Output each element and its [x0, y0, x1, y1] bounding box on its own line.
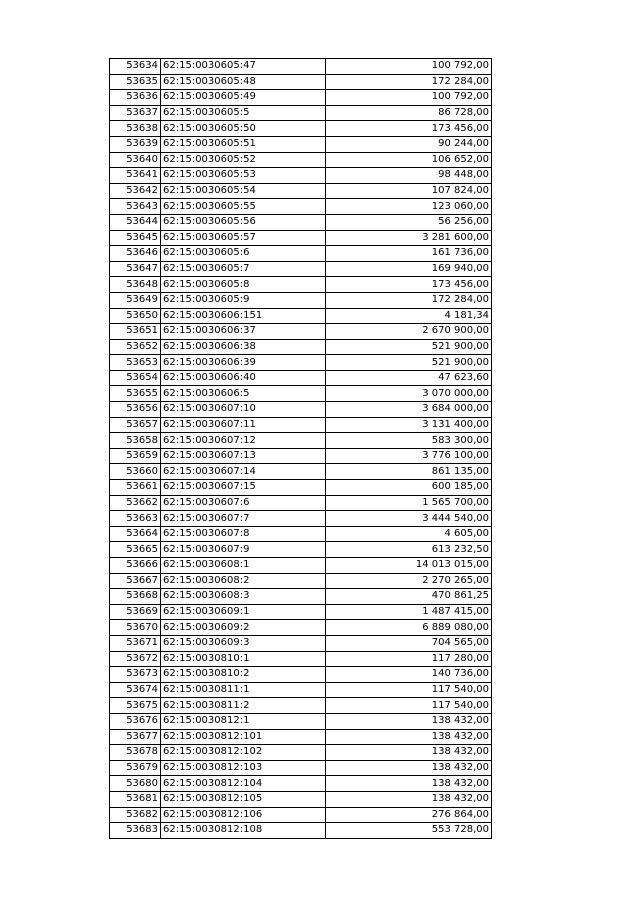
cadastral-value-cell: 14 013 015,00	[326, 558, 492, 574]
row-number-cell: 53643	[110, 199, 161, 215]
cadastral-number-cell: 62:15:0030607:8	[161, 526, 326, 542]
cadastral-value-cell: 3 684 000,00	[326, 402, 492, 418]
cadastral-value-cell: 172 284,00	[326, 292, 492, 308]
cadastral-number-cell: 62:15:0030605:7	[161, 261, 326, 277]
cadastral-number-cell: 62:15:0030605:54	[161, 183, 326, 199]
table-row	[110, 448, 492, 464]
table-row	[110, 386, 492, 402]
table-row	[110, 121, 492, 137]
table-row	[110, 324, 492, 340]
table-row	[110, 667, 492, 683]
row-number-cell: 53660	[110, 464, 161, 480]
cadastral-value-cell: 173 456,00	[326, 121, 492, 137]
cadastral-number-cell: 62:15:0030810:1	[161, 651, 326, 667]
table-row	[110, 760, 492, 776]
table-row	[110, 59, 492, 75]
table-row	[110, 589, 492, 605]
table-row	[110, 277, 492, 293]
row-number-cell: 53665	[110, 542, 161, 558]
cadastral-number-cell: 62:15:0030607:12	[161, 433, 326, 449]
cadastral-value-cell: 138 432,00	[326, 729, 492, 745]
table-row	[110, 417, 492, 433]
cadastral-value-cell: 173 456,00	[326, 277, 492, 293]
row-number-cell: 53663	[110, 511, 161, 527]
cadastral-number-cell: 62:15:0030605:50	[161, 121, 326, 137]
table-row	[110, 402, 492, 418]
cadastral-value-cell: 123 060,00	[326, 199, 492, 215]
table-row	[110, 370, 492, 386]
cadastral-number-cell: 62:15:0030812:103	[161, 760, 326, 776]
cadastral-number-cell: 62:15:0030605:55	[161, 199, 326, 215]
table-row	[110, 90, 492, 106]
cadastral-value-cell: 521 900,00	[326, 355, 492, 371]
table-row	[110, 308, 492, 324]
cadastral-number-cell: 62:15:0030607:11	[161, 417, 326, 433]
table-row	[110, 136, 492, 152]
row-number-cell: 53644	[110, 214, 161, 230]
cadastral-number-cell: 62:15:0030606:39	[161, 355, 326, 371]
row-number-cell: 53664	[110, 526, 161, 542]
cadastral-value-cell: 100 792,00	[326, 90, 492, 106]
cadastral-number-cell: 62:15:0030606:37	[161, 324, 326, 340]
row-number-cell: 53673	[110, 667, 161, 683]
cadastral-value-cell: 470 861,25	[326, 589, 492, 605]
cadastral-value-cell: 86 728,00	[326, 105, 492, 121]
row-number-cell: 53681	[110, 791, 161, 807]
row-number-cell: 53661	[110, 480, 161, 496]
row-number-cell: 53659	[110, 448, 161, 464]
table-row	[110, 526, 492, 542]
cadastral-number-cell: 62:15:0030812:105	[161, 791, 326, 807]
cadastral-value-cell: 100 792,00	[326, 59, 492, 75]
cadastral-value-cell: 276 864,00	[326, 807, 492, 823]
table-row	[110, 651, 492, 667]
cadastral-number-cell: 62:15:0030812:106	[161, 807, 326, 823]
cadastral-number-cell: 62:15:0030812:101	[161, 729, 326, 745]
cadastral-number-cell: 62:15:0030606:5	[161, 386, 326, 402]
cadastral-value-cell: 47 623,60	[326, 370, 492, 386]
row-number-cell: 53642	[110, 183, 161, 199]
row-number-cell: 53649	[110, 292, 161, 308]
cadastral-value-cell: 3 776 100,00	[326, 448, 492, 464]
row-number-cell: 53682	[110, 807, 161, 823]
row-number-cell: 53662	[110, 495, 161, 511]
cadastral-number-cell: 62:15:0030608:1	[161, 558, 326, 574]
cadastral-number-cell: 62:15:0030609:1	[161, 604, 326, 620]
cadastral-number-cell: 62:15:0030605:53	[161, 168, 326, 184]
row-number-cell: 53677	[110, 729, 161, 745]
cadastral-value-cell: 98 448,00	[326, 168, 492, 184]
table-row	[110, 573, 492, 589]
table-row	[110, 729, 492, 745]
row-number-cell: 53651	[110, 324, 161, 340]
table-row	[110, 292, 492, 308]
row-number-cell: 53654	[110, 370, 161, 386]
table-row	[110, 823, 492, 839]
cadastral-number-cell: 62:15:0030605:56	[161, 214, 326, 230]
cadastral-value-cell: 3 281 600,00	[326, 230, 492, 246]
cadastral-number-cell: 62:15:0030605:9	[161, 292, 326, 308]
cadastral-value-cell: 583 300,00	[326, 433, 492, 449]
cadastral-number-cell: 62:15:0030605:57	[161, 230, 326, 246]
row-number-cell: 53640	[110, 152, 161, 168]
cadastral-number-cell: 62:15:0030812:104	[161, 776, 326, 792]
table-row	[110, 199, 492, 215]
cadastral-number-cell: 62:15:0030608:3	[161, 589, 326, 605]
cadastral-number-cell: 62:15:0030605:48	[161, 74, 326, 90]
table-row	[110, 682, 492, 698]
cadastral-value-cell: 169 940,00	[326, 261, 492, 277]
row-number-cell: 53636	[110, 90, 161, 106]
table-row	[110, 339, 492, 355]
cadastral-value-cell: 138 432,00	[326, 791, 492, 807]
cadastral-value-cell: 600 185,00	[326, 480, 492, 496]
table-row	[110, 713, 492, 729]
table-row	[110, 464, 492, 480]
row-number-cell: 53634	[110, 59, 161, 75]
row-number-cell: 53639	[110, 136, 161, 152]
table-row	[110, 183, 492, 199]
cadastral-value-cell: 138 432,00	[326, 713, 492, 729]
table-body	[110, 59, 492, 839]
row-number-cell: 53671	[110, 635, 161, 651]
table-row	[110, 230, 492, 246]
cadastral-number-cell: 62:15:0030605:8	[161, 277, 326, 293]
cadastral-number-cell: 62:15:0030606:40	[161, 370, 326, 386]
row-number-cell: 53655	[110, 386, 161, 402]
row-number-cell: 53668	[110, 589, 161, 605]
cadastral-value-cell: 3 444 540,00	[326, 511, 492, 527]
cadastral-value-cell: 3 070 000,00	[326, 386, 492, 402]
table-row	[110, 152, 492, 168]
cadastral-value-cell: 6 889 080,00	[326, 620, 492, 636]
cadastral-value-cell: 107 824,00	[326, 183, 492, 199]
row-number-cell: 53646	[110, 246, 161, 262]
row-number-cell: 53641	[110, 168, 161, 184]
cadastral-value-cell: 138 432,00	[326, 776, 492, 792]
table-row	[110, 558, 492, 574]
row-number-cell: 53652	[110, 339, 161, 355]
cadastral-value-cell: 2 670 900,00	[326, 324, 492, 340]
table-row	[110, 604, 492, 620]
cadastral-value-cell: 138 432,00	[326, 760, 492, 776]
row-number-cell: 53657	[110, 417, 161, 433]
cadastral-value-cell: 56 256,00	[326, 214, 492, 230]
cadastral-value-cell: 1 565 700,00	[326, 495, 492, 511]
cadastral-value-cell: 613 232,50	[326, 542, 492, 558]
cadastral-value-cell: 861 135,00	[326, 464, 492, 480]
row-number-cell: 53638	[110, 121, 161, 137]
row-number-cell: 53658	[110, 433, 161, 449]
row-number-cell: 53648	[110, 277, 161, 293]
cadastral-number-cell: 62:15:0030609:2	[161, 620, 326, 636]
cadastral-value-cell: 172 284,00	[326, 74, 492, 90]
cadastral-value-cell: 2 270 265,00	[326, 573, 492, 589]
row-number-cell: 53650	[110, 308, 161, 324]
table-row	[110, 698, 492, 714]
table-row	[110, 261, 492, 277]
table-row	[110, 542, 492, 558]
table-row	[110, 168, 492, 184]
table-row	[110, 433, 492, 449]
cadastral-value-cell: 117 540,00	[326, 682, 492, 698]
cadastral-value-cell: 161 736,00	[326, 246, 492, 262]
cadastral-number-cell: 62:15:0030608:2	[161, 573, 326, 589]
table-row	[110, 511, 492, 527]
table-row	[110, 776, 492, 792]
table-row	[110, 745, 492, 761]
cadastral-number-cell: 62:15:0030607:13	[161, 448, 326, 464]
row-number-cell: 53635	[110, 74, 161, 90]
row-number-cell: 53667	[110, 573, 161, 589]
table-row	[110, 495, 492, 511]
cadastral-number-cell: 62:15:0030606:38	[161, 339, 326, 355]
cadastral-number-cell: 62:15:0030607:9	[161, 542, 326, 558]
row-number-cell: 53676	[110, 713, 161, 729]
row-number-cell: 53672	[110, 651, 161, 667]
cadastral-number-cell: 62:15:0030607:6	[161, 495, 326, 511]
table-row	[110, 246, 492, 262]
table-row	[110, 74, 492, 90]
table-row	[110, 105, 492, 121]
cadastral-value-cell: 117 540,00	[326, 698, 492, 714]
cadastral-number-cell: 62:15:0030607:14	[161, 464, 326, 480]
row-number-cell: 53675	[110, 698, 161, 714]
row-number-cell: 53653	[110, 355, 161, 371]
cadastral-value-cell: 1 487 415,00	[326, 604, 492, 620]
row-number-cell: 53656	[110, 402, 161, 418]
cadastral-value-cell: 117 280,00	[326, 651, 492, 667]
cadastral-value-cell: 106 652,00	[326, 152, 492, 168]
cadastral-number-cell: 62:15:0030810:2	[161, 667, 326, 683]
cadastral-value-cell: 3 131 400,00	[326, 417, 492, 433]
row-number-cell: 53647	[110, 261, 161, 277]
cadastral-value-cell: 553 728,00	[326, 823, 492, 839]
row-number-cell: 53683	[110, 823, 161, 839]
cadastral-number-cell: 62:15:0030606:151	[161, 308, 326, 324]
cadastral-number-cell: 62:15:0030605:51	[161, 136, 326, 152]
cadastral-number-cell: 62:15:0030605:6	[161, 246, 326, 262]
cadastral-value-cell: 704 565,00	[326, 635, 492, 651]
cadastral-number-cell: 62:15:0030812:1	[161, 713, 326, 729]
cadastral-value-cell: 140 736,00	[326, 667, 492, 683]
row-number-cell: 53679	[110, 760, 161, 776]
row-number-cell: 53674	[110, 682, 161, 698]
row-number-cell: 53678	[110, 745, 161, 761]
row-number-cell: 53670	[110, 620, 161, 636]
cadastral-number-cell: 62:15:0030609:3	[161, 635, 326, 651]
cadastral-number-cell: 62:15:0030605:5	[161, 105, 326, 121]
cadastral-number-cell: 62:15:0030812:102	[161, 745, 326, 761]
cadastral-number-cell: 62:15:0030811:1	[161, 682, 326, 698]
cadastral-value-cell: 4 605,00	[326, 526, 492, 542]
cadastral-number-cell: 62:15:0030605:49	[161, 90, 326, 106]
table-row	[110, 791, 492, 807]
table-row	[110, 807, 492, 823]
cadastral-value-cell: 521 900,00	[326, 339, 492, 355]
cadastral-number-cell: 62:15:0030607:10	[161, 402, 326, 418]
cadastral-number-cell: 62:15:0030605:52	[161, 152, 326, 168]
table-row	[110, 480, 492, 496]
row-number-cell: 53666	[110, 558, 161, 574]
cadastral-number-cell: 62:15:0030607:15	[161, 480, 326, 496]
cadastral-number-cell: 62:15:0030607:7	[161, 511, 326, 527]
cadastral-value-cell: 4 181,34	[326, 308, 492, 324]
table-row	[110, 620, 492, 636]
cadastral-number-cell: 62:15:0030812:108	[161, 823, 326, 839]
table-row	[110, 635, 492, 651]
cadastral-value-table	[109, 58, 492, 839]
table-row	[110, 214, 492, 230]
table-row	[110, 355, 492, 371]
cadastral-number-cell: 62:15:0030811:2	[161, 698, 326, 714]
row-number-cell: 53680	[110, 776, 161, 792]
cadastral-value-cell: 90 244,00	[326, 136, 492, 152]
row-number-cell: 53637	[110, 105, 161, 121]
row-number-cell: 53645	[110, 230, 161, 246]
cadastral-value-cell: 138 432,00	[326, 745, 492, 761]
row-number-cell: 53669	[110, 604, 161, 620]
cadastral-number-cell: 62:15:0030605:47	[161, 59, 326, 75]
